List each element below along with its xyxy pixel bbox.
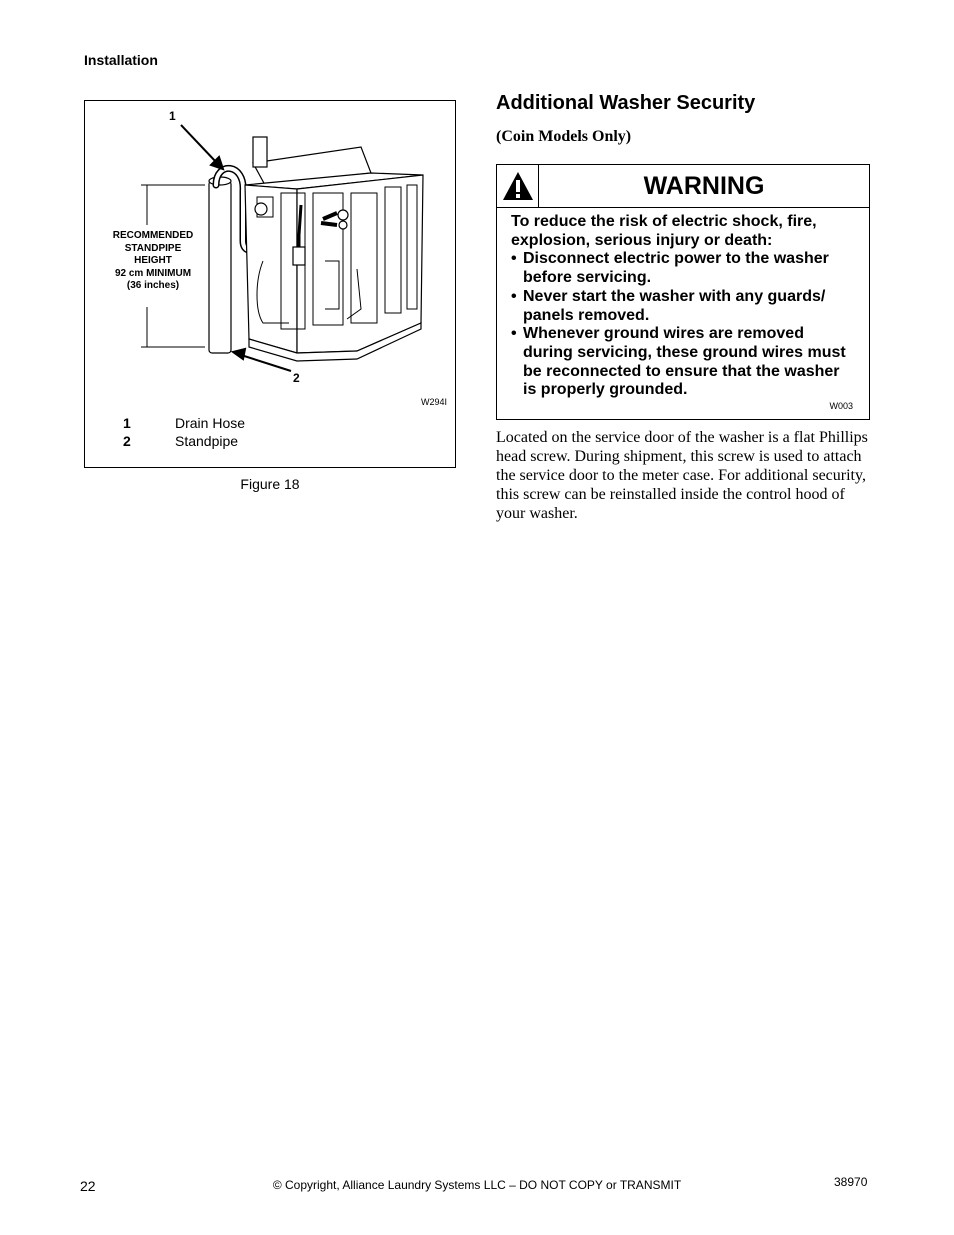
warning-bullet-text: Never start the washer with any guards/ panels removed. [523, 287, 826, 324]
section-subtitle: (Coin Models Only) [496, 128, 632, 145]
warning-title: WARNING [643, 172, 765, 200]
legend-label: Drain Hose [175, 415, 246, 431]
legend-item [123, 432, 245, 450]
note-line: RECOMMENDED [112, 230, 194, 241]
legend-number: 1 [123, 415, 131, 431]
warning-header [497, 165, 869, 208]
warning-code: W003 [829, 401, 853, 411]
warning-body [497, 208, 869, 400]
standpipe-height-note [105, 230, 201, 293]
bullet-dot: • [511, 250, 517, 268]
figure-caption: Figure 18 [240, 476, 300, 492]
figure-legend [123, 414, 245, 450]
warning-icon-cell [497, 165, 539, 207]
warning-bullet [511, 325, 855, 400]
warning-triangle-icon [501, 170, 535, 202]
figure-image-code: W294I [420, 397, 447, 407]
legend-item [123, 414, 245, 432]
body-paragraph: Located on the service door of the washer is a flat Phillips head screw. During shipment, this screw is used to attach the service door to the meter case. For additional security, this screw can be reinstalled inside the control hood of your washer. [496, 429, 868, 522]
note-line: 92 cm MINIMUM [114, 267, 192, 279]
legend-label: Standpipe [175, 433, 239, 449]
section-title: Additional Washer Security [496, 92, 756, 114]
section-label: Installation [84, 52, 158, 68]
figure-18 [84, 100, 456, 468]
warning-intro: To reduce the risk of electric shock, fire, explosion, serious injury or death: [511, 213, 817, 249]
warning-bullet-text: Whenever ground wires are removed during servicing, these ground wires must be reconnected to ensure that the washer is properly grounded. [523, 325, 846, 399]
note-line: HEIGHT [134, 255, 172, 266]
warning-box [496, 164, 870, 420]
warning-bullet [511, 250, 855, 287]
callout-1: 1 [169, 109, 176, 123]
note-line: STANDPIPE [124, 242, 182, 254]
note-line: (36 inches) [126, 280, 180, 291]
warning-bullet-text: Disconnect electric power to the washer before servicing. [523, 250, 829, 287]
callout-2: 2 [293, 371, 300, 385]
footer-copyright: © Copyright, Alliance Laundry Systems LLC – DO NOT COPY or TRANSMIT [272, 1178, 682, 1192]
bullet-dot: • [511, 325, 517, 343]
page-number: 22 [80, 1178, 96, 1194]
document-number: 38970 [834, 1175, 868, 1189]
legend-number: 2 [123, 433, 131, 449]
warning-bullet [511, 288, 855, 325]
bullet-dot: • [511, 287, 517, 305]
